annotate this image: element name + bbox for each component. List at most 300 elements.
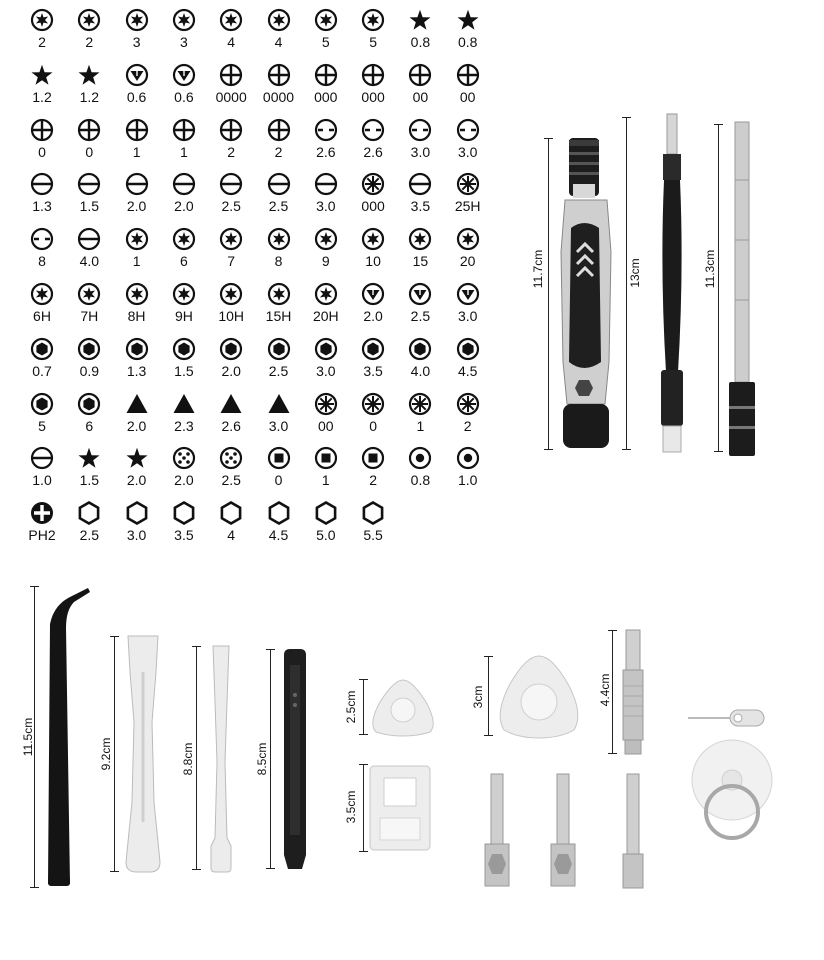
hex-socket-bit-icon: [361, 501, 385, 525]
bit-size-label: 5: [369, 34, 377, 50]
bit-cell: [301, 392, 351, 446]
pick-large-dim-line: [488, 656, 489, 736]
bit-cell: [112, 227, 162, 281]
bit-cell: [348, 282, 398, 336]
spudger-black: [280, 645, 310, 873]
bit-size-label: 3.0: [316, 362, 336, 379]
torx-ring-bit-icon: [314, 282, 338, 306]
bit-size-label: 0.6: [174, 88, 194, 105]
torx-ring-bit-icon: [267, 8, 291, 32]
bit-cell: [301, 8, 351, 62]
bit-size-label: 15H: [265, 308, 292, 324]
tweezers-dim-label: 11.5cm: [21, 717, 35, 757]
bit-cell: [64, 172, 114, 226]
spline-bit-icon: [314, 392, 338, 416]
bit-size-label: 2: [38, 34, 46, 50]
magnetizer-dim-label: 3.5cm: [344, 790, 358, 824]
bit-cell: [206, 392, 256, 446]
phillips-bit-icon: [408, 63, 432, 87]
hex-bit-icon: [267, 337, 291, 361]
bit-cell: [159, 118, 209, 172]
extension-rod-dim-label: 11.3cm: [703, 249, 717, 289]
torx-ring-bit-icon: [77, 282, 101, 306]
bit-size-label: 3.0: [126, 527, 147, 544]
bit-size-label: 1: [132, 143, 141, 160]
bit-cell: [206, 63, 256, 117]
torx-ring-bit-icon: [267, 282, 291, 306]
torx-ring-bit-icon: [125, 8, 149, 32]
bit-size-label: 3.0: [316, 198, 336, 215]
bit-cell: [301, 227, 351, 281]
phillips-bit-icon: [361, 63, 385, 87]
hex-bit-icon: [77, 392, 101, 416]
bit-size-label: 1.2: [79, 88, 100, 105]
bit-cell: [159, 337, 209, 391]
bit-size-label: 2: [369, 472, 377, 489]
bit-cell: [112, 63, 162, 117]
triangle-bit-icon: [172, 392, 196, 416]
pick-large-dim-label: 3cm: [471, 685, 485, 709]
bit-size-label: 1.3: [126, 362, 147, 379]
adapter-dim-label: 4.4cm: [598, 673, 612, 707]
hex-socket-bit-icon: [219, 501, 243, 525]
torx-ring-bit-icon: [172, 282, 196, 306]
hex-bit-icon: [172, 337, 196, 361]
bit-cell: [159, 446, 209, 500]
bit-cell: [443, 118, 493, 172]
bit-cell: [301, 337, 351, 391]
bit-cell: [17, 227, 67, 281]
bit-cell: [443, 282, 493, 336]
bit-cell: [206, 8, 256, 62]
bit-cell: [112, 337, 162, 391]
bit-size-label: 4.0: [79, 253, 100, 270]
bit-size-label: 7H: [80, 308, 99, 324]
bit-cell: [17, 8, 67, 62]
torx-ring-bit-icon: [314, 227, 338, 251]
pick-large: [494, 652, 584, 740]
bit-size-label: 1: [179, 143, 188, 160]
bit-size-label: 2.0: [126, 198, 147, 215]
bit-cell: [254, 118, 304, 172]
slot-dash-bit-icon: [30, 227, 54, 251]
bit-size-label: 2.5: [221, 198, 241, 215]
bit-size-label: 20: [459, 253, 476, 270]
spline-bit-icon: [456, 172, 480, 196]
bit-size-label: 0: [85, 143, 94, 160]
dots5-bit-icon: [172, 446, 196, 470]
bit-size-label: 0.9: [79, 362, 100, 379]
bit-cell: [206, 172, 256, 226]
handle-dim-label: 11.7cm: [531, 249, 545, 289]
bit-cell: [254, 392, 304, 446]
bit-cell: [159, 282, 209, 336]
bit-cell: [17, 63, 67, 117]
slot-bit-icon: [314, 172, 338, 196]
bit-cell: [254, 282, 304, 336]
bit-size-label: 000: [314, 88, 338, 105]
spudger-black-dim-label: 8.5cm: [255, 742, 269, 776]
tri-wing-bit-icon: [125, 63, 149, 87]
tri-wing-bit-icon: [361, 282, 385, 306]
spudger-narrow-dim-label: 8.8cm: [181, 742, 195, 776]
bit-size-label: 5.5: [363, 527, 383, 544]
bit-size-label: 0: [369, 417, 377, 434]
bit-size-label: 1.5: [79, 198, 100, 215]
hex-socket-bit-icon: [172, 501, 196, 525]
bit-cell: [159, 172, 209, 226]
bit-size-label: 1.2: [32, 88, 52, 105]
bit-size-label: 2: [274, 143, 283, 160]
magnetizer-dim-line: [363, 764, 364, 852]
phillips-bit-icon: [30, 118, 54, 142]
spudger-wide-dim-label: 9.2cm: [99, 737, 113, 771]
bit-cell: [254, 446, 304, 500]
bit-size-label: 5.0: [316, 527, 336, 544]
bit-size-label: 8: [274, 253, 283, 270]
bit-cell: [254, 63, 304, 117]
bit-size-label: 3: [179, 34, 188, 50]
bit-size-label: 1.3: [32, 198, 52, 215]
slot-bit-icon: [219, 172, 243, 196]
bit-cell: [443, 172, 493, 226]
phillips-bit-icon: [267, 63, 291, 87]
torx-ring-bit-icon: [456, 227, 480, 251]
torx-ring-bit-icon: [361, 227, 385, 251]
bit-cell: [395, 227, 445, 281]
dot-bit-icon: [456, 446, 480, 470]
phillips-bit-icon: [219, 118, 243, 142]
phillips-bit-icon: [125, 118, 149, 142]
bit-cell: [17, 446, 67, 500]
bit-cell: [301, 501, 351, 555]
phillips-bit-icon: [172, 118, 196, 142]
bit-cell: [17, 282, 67, 336]
spudger-narrow-dim-line: [196, 646, 197, 870]
bit-size-label: 1.0: [457, 472, 478, 489]
torx-ring-bit-icon: [408, 227, 432, 251]
bit-size-label: 0.6: [126, 88, 147, 105]
torx-ring-bit-icon: [77, 8, 101, 32]
extension-rod: [725, 120, 759, 460]
bit-size-label: 1: [132, 253, 141, 270]
bit-size-label: 3.0: [457, 308, 478, 324]
slot-bit-icon: [408, 172, 432, 196]
bit-cell: [159, 392, 209, 446]
bit-size-label: 0.7: [32, 362, 52, 379]
spline-bit-icon: [361, 392, 385, 416]
bit-size-label: 2.6: [221, 417, 241, 434]
torx-ring-bit-icon: [219, 227, 243, 251]
phillips-bit-icon: [77, 118, 101, 142]
slot-bit-icon: [77, 227, 101, 251]
phillips-bit-icon: [456, 63, 480, 87]
torx-ring-bit-icon: [314, 8, 338, 32]
bit-cell: [17, 337, 67, 391]
slot-bit-icon: [30, 446, 54, 470]
flex-shaft-dim-line: [626, 117, 627, 450]
star-bit-icon: [77, 446, 101, 470]
torx-ring-bit-icon: [172, 8, 196, 32]
bit-cell: [206, 501, 256, 555]
hex-bit-icon: [361, 337, 385, 361]
bit-cell: [395, 63, 445, 117]
tweezers: [42, 584, 98, 890]
bit-cell: [395, 282, 445, 336]
bit-size-label: 2.5: [268, 362, 289, 379]
triangle-bit-icon: [267, 392, 291, 416]
handle-dim-line: [548, 138, 549, 450]
spudger-narrow: [205, 642, 237, 876]
triangle-bit-icon: [219, 392, 243, 416]
bit-cell: [348, 337, 398, 391]
bit-size-label: 1.5: [79, 472, 100, 489]
dots5-bit-icon: [219, 446, 243, 470]
torx-ring-bit-icon: [30, 282, 54, 306]
hex-bit-icon: [408, 337, 432, 361]
bit-size-label: 2: [85, 34, 94, 50]
bit-grid: [0, 0, 500, 570]
hex-bit-icon: [77, 337, 101, 361]
bit-cell: [348, 501, 398, 555]
slot-dash-bit-icon: [314, 118, 338, 142]
bit-size-label: 15: [412, 253, 429, 270]
bit-size-label: 2.0: [174, 472, 194, 489]
bit-size-label: 3.0: [268, 417, 289, 434]
star-bit-icon: [77, 63, 101, 87]
torx-ring-bit-icon: [125, 227, 149, 251]
bit-size-label: 4: [274, 34, 283, 50]
hex-bit-icon: [125, 337, 149, 361]
bit-size-label: 2.5: [268, 198, 289, 215]
bit-size-label: 2.0: [174, 198, 194, 215]
slot-dash-bit-icon: [456, 118, 480, 142]
torx-ring-bit-icon: [125, 282, 149, 306]
extension-rod-dim-line: [718, 124, 719, 452]
bit-size-label: 2.0: [221, 362, 241, 379]
bit-size-label: 8H: [127, 308, 146, 324]
bit-cell: [301, 172, 351, 226]
triangle-bit-icon: [125, 392, 149, 416]
bit-size-label: 00: [412, 88, 429, 105]
bit-size-label: 6H: [33, 308, 51, 324]
adapter-dim-line: [612, 630, 613, 754]
bit-cell: [395, 446, 445, 500]
bit-size-label: 4.5: [268, 527, 289, 544]
bit-cell: [348, 227, 398, 281]
spline-bit-icon: [456, 392, 480, 416]
slot-bit-icon: [125, 172, 149, 196]
bit-cell: [206, 118, 256, 172]
bit-size-label: 3.0: [410, 143, 431, 160]
bit-size-label: 10H: [218, 308, 245, 324]
bit-size-label: 000: [361, 198, 385, 215]
bit-size-label: 25H: [454, 198, 481, 215]
bit-size-label: 00: [459, 88, 476, 105]
bit-cell: [443, 392, 493, 446]
bit-cell: [64, 392, 114, 446]
bit-size-label: 2.0: [363, 308, 383, 324]
bit-cell: [301, 446, 351, 500]
bit-cell: [64, 8, 114, 62]
bit-cell: [17, 172, 67, 226]
bit-cell: [254, 337, 304, 391]
bit-size-label: 0.8: [457, 34, 478, 50]
bit-cell: [254, 227, 304, 281]
bit-size-label: 00: [318, 417, 334, 434]
bit-cell: [395, 337, 445, 391]
bit-size-label: 8: [38, 253, 46, 270]
phillips-bit-icon: [314, 63, 338, 87]
hex-bit-icon: [314, 337, 338, 361]
bit-cell: [64, 118, 114, 172]
bit-size-label: 2.6: [316, 143, 336, 160]
star-bit-icon: [456, 8, 480, 32]
bit-size-label: 2.5: [221, 472, 241, 489]
socket-1: [482, 772, 512, 890]
hex-socket-bit-icon: [125, 501, 149, 525]
slot-bit-icon: [30, 172, 54, 196]
tri-wing-bit-icon: [172, 63, 196, 87]
bit-size-label: 2.0: [126, 417, 147, 434]
bit-cell: [443, 8, 493, 62]
bit-cell: [64, 282, 114, 336]
bit-cell: [112, 392, 162, 446]
bit-size-label: 1: [416, 417, 425, 434]
pick-small-dim-line: [363, 679, 364, 735]
bit-size-label: 4.0: [410, 362, 431, 379]
bit-cell: [17, 392, 67, 446]
bit-size-label: 3: [132, 34, 141, 50]
tri-wing-bit-icon: [456, 282, 480, 306]
bit-size-label: 0: [38, 143, 46, 160]
adapter: [618, 626, 648, 758]
bit-size-label: 4: [227, 34, 236, 50]
bit-cell: [301, 118, 351, 172]
bit-cell: [64, 63, 114, 117]
bit-cell: [254, 8, 304, 62]
bit-cell: [206, 282, 256, 336]
torx-ring-bit-icon: [219, 8, 243, 32]
phillips-bit-icon: [219, 63, 243, 87]
slot-dash-bit-icon: [361, 118, 385, 142]
bit-size-label: 3.5: [174, 527, 194, 544]
bit-cell: [159, 227, 209, 281]
bit-size-label: 0: [274, 472, 283, 489]
bit-size-label: 2.0: [126, 472, 147, 489]
tri-wing-bit-icon: [408, 282, 432, 306]
flex-shaft: [652, 112, 692, 457]
torx-ring-bit-icon: [267, 227, 291, 251]
bit-size-label: 10: [365, 253, 381, 270]
bit-cell: [206, 446, 256, 500]
bit-size-label: 2.5: [410, 308, 431, 324]
phillips-bit-icon: [267, 118, 291, 142]
bit-size-label: 1.5: [174, 362, 194, 379]
bit-cell: [112, 118, 162, 172]
hex-socket-bit-icon: [77, 501, 101, 525]
bit-cell: [17, 501, 67, 555]
bit-cell: [17, 118, 67, 172]
bit-size-label: 2.6: [363, 143, 383, 160]
slot-bit-icon: [77, 172, 101, 196]
spudger-black-dim-line: [270, 649, 271, 869]
flex-shaft-dim-label: 13cm: [628, 258, 642, 288]
bit-size-label: 5: [321, 34, 330, 50]
bit-cell: [395, 8, 445, 62]
bit-size-label: 0000: [262, 88, 295, 105]
sim-ejector-pin: [686, 706, 768, 730]
bit-cell: [206, 337, 256, 391]
bit-cell: [443, 337, 493, 391]
bit-size-label: 20H: [312, 308, 339, 324]
bit-cell: [159, 501, 209, 555]
torx-ring-bit-icon: [172, 227, 196, 251]
bit-cell: [395, 392, 445, 446]
bit-size-label: 2.5: [79, 527, 100, 544]
bit-cell: [443, 446, 493, 500]
bit-cell: [254, 172, 304, 226]
bit-cell: [301, 282, 351, 336]
square-bit-icon: [361, 446, 385, 470]
bit-cell: [112, 446, 162, 500]
pick-small-dim-label: 2.5cm: [344, 690, 358, 724]
bit-cell: [348, 63, 398, 117]
bit-size-label: 9: [321, 253, 330, 270]
torx-ring-bit-icon: [30, 8, 54, 32]
bit-size-label: 1.0: [32, 472, 52, 489]
bit-size-label: 1: [321, 472, 330, 489]
bit-size-label: 7: [227, 253, 236, 270]
bit-cell: [206, 227, 256, 281]
hex-bit-icon: [30, 337, 54, 361]
square-bit-icon: [267, 446, 291, 470]
hex-socket-bit-icon: [314, 501, 338, 525]
bit-size-label: 2.3: [174, 417, 194, 434]
pick-small: [368, 676, 438, 738]
bit-cell: [64, 337, 114, 391]
bit-cell: [64, 227, 114, 281]
bit-size-label: 2: [227, 143, 236, 160]
bit-size-label: 2: [463, 417, 472, 434]
bit-cell: [112, 501, 162, 555]
bit-cell: [443, 227, 493, 281]
bit-size-label: 6: [179, 253, 188, 270]
bit-cell: [348, 8, 398, 62]
star-bit-icon: [125, 446, 149, 470]
bit-size-label: 4.5: [457, 362, 478, 379]
bit-size-label: 3.0: [457, 143, 478, 160]
bit-size-label: 5: [38, 417, 46, 434]
slot-dash-bit-icon: [408, 118, 432, 142]
hex-bit-icon: [219, 337, 243, 361]
bit-size-label: 6: [85, 417, 94, 434]
bit-cell: [112, 282, 162, 336]
hex-socket-bit-icon: [267, 501, 291, 525]
spline-bit-icon: [408, 392, 432, 416]
bit-cell: [348, 446, 398, 500]
suction-cup: [690, 736, 774, 842]
bit-cell: [301, 63, 351, 117]
bit-size-label: 9H: [174, 308, 193, 324]
bit-cell: [112, 8, 162, 62]
bit-cell: [443, 63, 493, 117]
torx-ring-bit-icon: [219, 282, 243, 306]
bit-cell: [348, 392, 398, 446]
socket-2: [548, 772, 578, 890]
bit-size-label: 0.8: [410, 472, 431, 489]
bit-size-label: 0.8: [410, 34, 431, 50]
